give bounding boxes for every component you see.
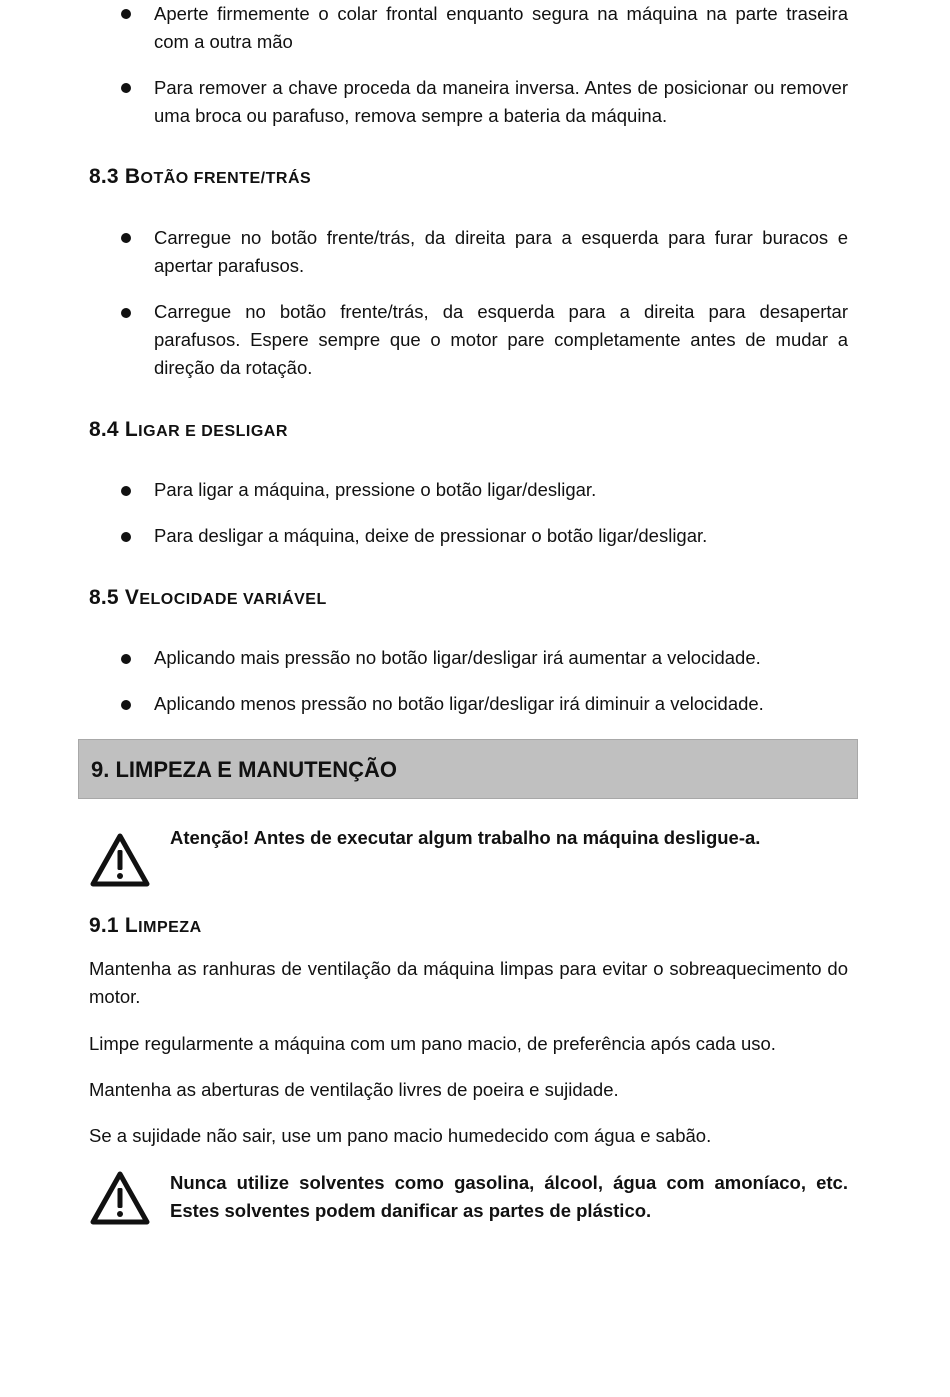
section-title: BOTÃO FRENTE/TRÁS: [124, 165, 312, 188]
bullet-dot: [121, 654, 131, 664]
section-title: LIGAR E DESLIGAR: [124, 418, 288, 441]
bullet-dot: [121, 83, 131, 93]
bullet-text: Para desligar a máquina, deixe de pressionar o botão ligar/desligar.: [154, 525, 708, 546]
bullet-text: Aplicando mais pressão no botão ligar/desligar irá aumentar a velocidade.: [154, 647, 761, 668]
chapter-heading-band: [78, 739, 858, 799]
section-title: LIMPEZA: [124, 914, 202, 937]
paragraph: Se a sujidade não sair, use um pano macio humedecido com água e sabão.: [89, 1125, 712, 1146]
warning-text: Nunca utilize solventes como gasolina, álcool, água com amoníaco, etc. Estes solventes podem danificar as partes de plástico.: [170, 1172, 848, 1221]
bullet-dot: [121, 9, 131, 19]
chapter-title: 9. LIMPEZA E MANUTENÇÃO: [91, 757, 397, 782]
section-heading-9-1: [89, 913, 202, 941]
paragraph: Limpe regularmente a máquina com um pano macio, de preferência após cada uso.: [89, 1033, 776, 1054]
warning-triangle-icon: [89, 1170, 151, 1226]
section-heading-8-3: [89, 164, 311, 192]
warning-text: Atenção! Antes de executar algum trabalho na máquina desligue-a.: [170, 827, 761, 848]
bullet-text: Aperte firmemente o colar frontal enquanto segura na máquina na parte traseira com a outra mão: [154, 3, 848, 52]
bullet-dot: [121, 532, 131, 542]
bullet-text: Aplicando menos pressão no botão ligar/desligar irá diminuir a velocidade.: [154, 693, 764, 714]
bullet-dot: [121, 700, 131, 710]
bullet-text: Carregue no botão frente/trás, da direita para a esquerda para furar buracos e apertar parafusos.: [154, 227, 848, 276]
bullet-text: Para ligar a máquina, pressione o botão ligar/desligar.: [154, 479, 597, 500]
section-heading-8-4: [89, 417, 288, 445]
section-number: 8.4: [89, 418, 119, 441]
warning-triangle-icon: [89, 832, 151, 888]
bullet-text: Para remover a chave proceda da maneira inversa. Antes de posicionar ou remover uma broca ou parafuso, remova sempre a bateria da máquina.: [154, 77, 848, 126]
paragraph: Mantenha as aberturas de ventilação livres de poeira e sujidade.: [89, 1079, 619, 1100]
bullet-dot: [121, 308, 131, 318]
section-title: VELOCIDADE VARIÁVEL: [124, 586, 327, 609]
section-number: 8.5: [89, 586, 119, 609]
paragraph: Mantenha as ranhuras de ventilação da máquina limpas para evitar o sobreaquecimento do motor.: [89, 958, 848, 1007]
section-heading-8-5: [89, 585, 327, 613]
bullet-dot: [121, 486, 131, 496]
section-number: 8.3: [89, 165, 119, 188]
section-number: 9.1: [89, 914, 119, 937]
bullet-dot: [121, 233, 131, 243]
bullet-text: Carregue no botão frente/trás, da esquerda para a direita para desapertar parafusos. Espere sempre que o motor pare completamente antes de mudar a direção da rotação.: [154, 301, 848, 378]
